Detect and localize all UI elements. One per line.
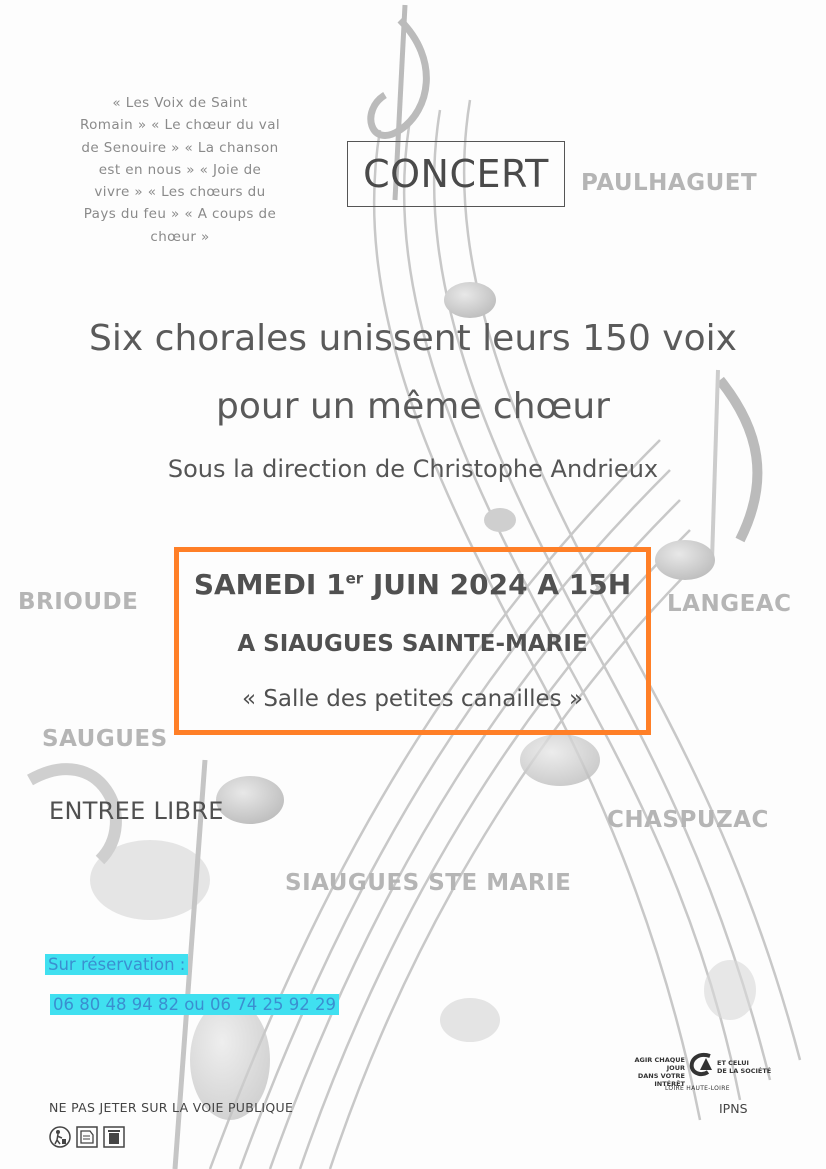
tidyman-icon	[49, 1126, 71, 1148]
choir-line: Pays du feu » « A coups de	[83, 206, 277, 223]
town-paulhaguet: PAULHAGUET	[581, 170, 758, 196]
choir-line: chœur »	[150, 228, 210, 245]
ipns-label: IPNS	[719, 1101, 748, 1116]
choir-line: Romain » « Le chœur du val	[79, 117, 281, 134]
entry-free: ENTREE LIBRE	[49, 797, 224, 825]
event-date	[174, 568, 651, 601]
litter-notice: NE PAS JETER SUR LA VOIE PUBLIQUE	[49, 1100, 294, 1115]
choirs-list	[62, 92, 298, 248]
choir-line: vivre » « Les chœurs du	[94, 184, 266, 201]
event-date-rest: JUIN 2024 A 15H	[363, 568, 632, 601]
event-hall: « Salle des petites canailles »	[241, 686, 584, 712]
direction-text: Sous la direction de Christophe Andrieux	[167, 455, 659, 483]
reservation-phones-text: 06 80 48 94 82 ou 06 74 25 92 29	[50, 994, 339, 1015]
town-langeac: LANGEAC	[667, 591, 792, 617]
sponsor-region: LOIRE HAUTE-LOIRE	[665, 1085, 730, 1092]
reservation-label-text: Sur réservation :	[45, 954, 188, 975]
town-saugues: SAUGUES	[42, 726, 168, 752]
choir-line: de Senouire » « La chanson	[81, 139, 279, 156]
concert-title: CONCERT	[363, 152, 549, 196]
choir-line: est en nous » « Joie de	[98, 161, 262, 178]
sponsor-logo	[615, 1052, 775, 1096]
sponsor-slogan	[615, 1056, 685, 1088]
reservation-label	[45, 955, 188, 974]
town-siaugues: SIAUGUES STE MARIE	[285, 870, 572, 896]
town-brioude: BRIOUDE	[18, 589, 139, 615]
town-chaspuzac: CHASPUZAC	[607, 807, 769, 833]
credit-agricole-icon	[688, 1052, 714, 1078]
sponsor-slogan-line: DE LA SOCIÉTÉ	[717, 1067, 772, 1075]
choir-line: « Les Voix de Saint	[112, 95, 248, 111]
sponsor-slogan-line: ET CELUI	[717, 1059, 749, 1067]
event-date-main: SAMEDI 1	[193, 568, 346, 601]
headline-line-1: Six chorales unissent leurs 150 voix	[89, 318, 737, 359]
sponsor-slogan-line: AGIR CHAQUE JOUR	[634, 1056, 685, 1072]
event-date-suffix: er	[345, 569, 364, 588]
bin-icon	[103, 1126, 125, 1148]
sponsor-slogan-line: DANS VOTRE INTÉRÊT	[637, 1072, 685, 1088]
paper-recycle-icon	[76, 1126, 98, 1148]
event-place: A SIAUGUES SAINTE-MARIE	[237, 631, 588, 657]
reservation-phones	[50, 995, 339, 1014]
concert-title-box	[347, 141, 565, 207]
headline-line-2: pour un même chœur	[216, 386, 610, 427]
sponsor-slogan-2	[717, 1059, 771, 1075]
